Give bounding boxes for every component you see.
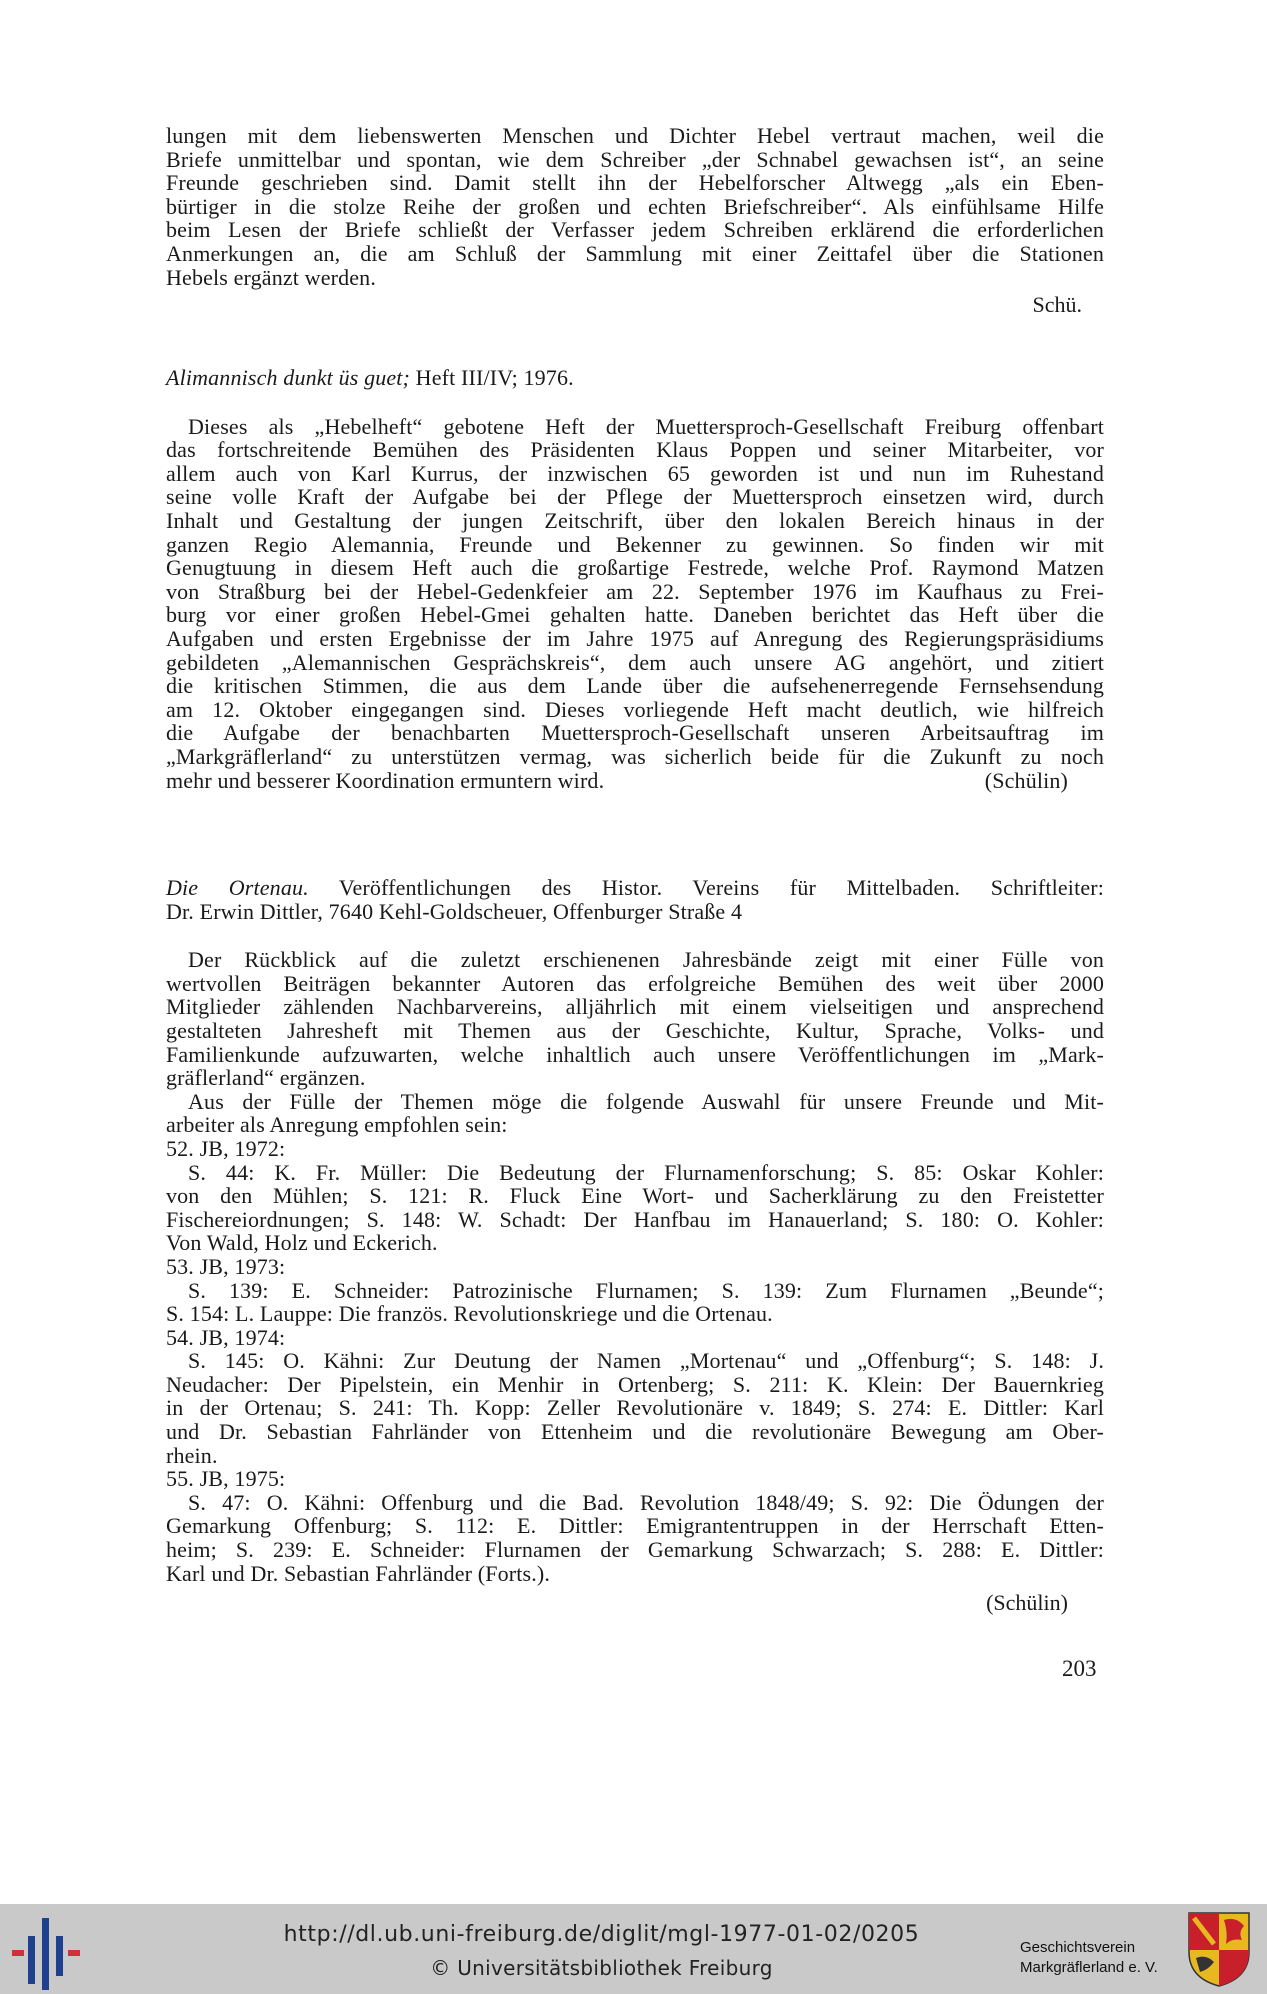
review3-title-line [166,876,1104,900]
text-line: „Markgräflerland“ zu unterstützen vermag, was sicherlich beide für die Zukunft zu noch [166,743,1104,769]
text-line: Familienkunde aufzuwarten, welche inhaltlich auch unsere Veröffentlichungen im „Mark- [166,1041,1104,1067]
text-line: Aus der Fülle der Themen möge die folgende Auswahl für unsere Freunde und Mit- [188,1088,1104,1114]
page-number: 203 [1062,1656,1097,1681]
text-line: Inhalt und Gestaltung der jungen Zeitschrift, über den lokalen Bereich hinaus in der [166,507,1104,533]
review3-para2 [166,1090,1104,1137]
review2-title-italic: Alimannisch dunkt üs guet; [166,365,411,390]
text-line: S. 154: L. Lauppe: Die französ. Revolutionskriege und die Ortenau. [166,1301,773,1327]
text-line: die Aufgabe der benachbarten Muettersproch-Gesellschaft unseren Arbeitsauftrag im [166,720,1104,746]
review3-title-line: Dr. Erwin Dittler, 7640 Kehl-Goldscheuer, Offenburger Straße 4 [166,898,743,924]
jb-heading: 52. JB, 1972: [166,1135,286,1161]
text-line: bürtiger in die stolze Reihe der großen und echten Briefschreiber“. Als einfühlsame Hilfe [166,193,1104,219]
review2-title [166,366,1104,390]
jb-1974 [166,1326,1104,1468]
text-line: Dieses als „Hebelheft“ gebotene Heft der Muettersproch-Gesellschaft Freiburg offenbart [188,413,1104,439]
text-line: beim Lesen der Briefe schließt der Verfasser jedem Schreiben erklärend die erforderlichen [166,217,1104,243]
text-line: allem auch von Karl Kurrus, der inzwischen 65 geworden ist und nun im Ruhestand [166,460,1104,486]
text-line: S. 145: O. Kähni: Zur Deutung der Namen „Mortenau“ und „Offenburg“; S. 148: J. [188,1348,1104,1374]
review1-body [166,124,1104,289]
review3-title-italic: Die Ortenau. [166,875,309,900]
text-line: S. 47: O. Kähni: Offenburg und die Bad. Revolution 1848/49; S. 92: Die Ödungen der [188,1489,1104,1515]
text-line: die kritischen Stimmen, die aus dem Lande über die aufsehenerregende Fernsehsendung [166,673,1104,699]
text-line: Freunde geschrieben sind. Damit stellt ihn der Hebelforscher Altwegg „als ein Eben- [166,170,1104,196]
text-line: gestalteten Jahresheft mit Themen aus der Geschichte, Kultur, Sprache, Volks- und [166,1017,1104,1043]
review-ortenau [166,876,1104,1615]
text-line: S. 139: E. Schneider: Patrozinische Flurnamen; S. 139: Zum Flurnamen „Beunde“; [188,1277,1104,1303]
review3-title [166,876,1104,923]
jb-heading: 53. JB, 1973: [166,1253,286,1279]
text-line: Briefe unmittelbar und spontan, wie dem Schreiber „der Schnabel gewachsen ist“, an seine [166,146,1104,172]
text-line: burg vor einer großen Hebel-Gmei gehalten hatte. Daneben berichtet das Heft über die [166,602,1104,628]
text-line: von Straßburg bei der Hebel-Gedenkfeier am 22. September 1976 im Kaufhaus zu Frei- [166,578,1104,604]
society-name-line: Markgräflerland e. V. [1020,1959,1158,1976]
text-line: Karl und Dr. Sebastian Fahrländer (Forts.). [166,1560,551,1586]
text-line: gräflerland“ ergänzen. [166,1065,366,1091]
coat-of-arms-icon [1186,1910,1252,1988]
text-line: Hebels ergänzt werden. [166,264,376,290]
text-line: seine volle Kraft der Aufgabe bei der Pflege der Muettersproch einsetzen wird, durch [166,484,1104,510]
text-line: am 12. Oktober eingegangen sind. Dieses vorliegende Heft macht deutlich, wie hilfreich [166,696,1104,722]
text-line: Gemarkung Offenburg; S. 112: E. Dittler: Emigrantentruppen in der Herrschaft Etten- [166,1513,1104,1539]
text-line: das fortschreitende Bemühen des Präsidenten Klaus Poppen und seiner Mitarbeiter, vor [166,437,1104,463]
text-line: und Dr. Sebastian Fahrländer von Ettenheim und die revolutionäre Bewegung am Ober- [166,1419,1104,1445]
jb-heading: 54. JB, 1974: [166,1324,286,1350]
review1-signature: Schü. [1032,292,1082,318]
text-line: Der Rückblick auf die zuletzt erschienenen Jahresbände zeigt mit einer Fülle von [188,947,1104,973]
text-line: ganzen Regio Alemannia, Freunde und Bekenner zu gewinnen. So finden wir mit [166,531,1104,557]
review3-para1 [166,948,1104,1090]
review2-body [166,415,1104,793]
text-line: rhein. [166,1442,218,1468]
jb-heading: 55. JB, 1975: [166,1466,286,1492]
text-line: Anmerkungen an, die am Schluß der Sammlung mit einer Zeittafel über die Stationen [166,240,1104,266]
jb-1973 [166,1255,1104,1326]
footer-bar [0,1904,1267,1994]
text-line: Neudacher: Der Pipelstein, ein Menhir in Ortenberg; S. 211: K. Klein: Der Bauernkrieg [166,1371,1104,1397]
text-line: Genugtuung in diesem Heft auch die großartige Festrede, welche Prof. Raymond Matzen [166,555,1104,581]
text-line: in der Ortenau; S. 241: Th. Kopp: Zeller Revolutionäre v. 1849; S. 274: E. Dittler: Karl [166,1395,1104,1421]
text-line-with-signature [166,769,1104,793]
review2-title-rest: Heft III/IV; 1976. [410,365,574,390]
text-line: mehr und besserer Koordination ermuntern wird. [166,767,605,793]
text-line: gebildeten „Alemannischen Gesprächskreis“, dem auch unsere AG angehört, und zitiert [166,649,1104,675]
text-line: Aufgaben und ersten Ergebnisse der im Jahre 1975 auf Anregung des Regierungspräsidiums [166,625,1104,651]
text-line: S. 44: K. Fr. Müller: Die Bedeutung der Flurnamenforschung; S. 85: Oskar Kohler: [188,1159,1104,1185]
document-url-link[interactable]: http://dl.ub.uni-freiburg.de/diglit/mgl-1977-01-02/0205 [283,1922,920,1947]
text-line: lungen mit dem liebenswerten Menschen und Dichter Hebel vertraut machen, weil die [166,123,1104,148]
text-line: von den Mühlen; S. 121: R. Fluck Eine Wort- und Sacherklärung zu den Freistetter [166,1183,1104,1209]
review-alimannisch [166,366,1104,792]
review2-signature: (Schülin) [984,767,1068,793]
review3-signature: (Schülin) [986,1590,1068,1616]
jb-1972 [166,1137,1104,1255]
jb-1975 [166,1467,1104,1585]
society-name-line: Geschichtsverein [1020,1939,1136,1956]
review3-title-rest: Veröffentlichungen des Histor. Vereins für Mittelbaden. Schriftleiter: [308,875,1104,900]
copyright-text: © Universitätsbibliothek Freiburg [430,1956,773,1980]
society-name [1020,1938,1158,1978]
text-line: heim; S. 239: E. Schneider: Flurnamen der Gemarkung Schwarzach; S. 288: E. Dittler: [166,1537,1104,1563]
text-line: Fischereiordnungen; S. 148: W. Schadt: Der Hanfbau im Hanauerland; S. 180: O. Kohler: [166,1206,1104,1232]
text-line: Mitglieder zählenden Nachbarvereins, alljährlich mit einem vielseitigen und ansprechend [166,994,1104,1020]
review-hebel-letters [166,124,1104,317]
text-line: arbeiter als Anregung empfohlen sein: [166,1112,508,1138]
text-line: wertvollen Beiträgen bekannter Autoren das erfolgreiche Bemühen des weit über 2000 [166,970,1104,996]
text-line: Von Wald, Holz und Eckerich. [166,1230,438,1256]
